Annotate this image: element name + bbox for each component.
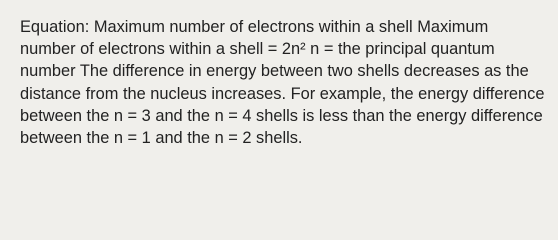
paragraph-text: Equation: Maximum number of electrons within a shell Maximum number of electrons within a shell = 2n² n = the principal quantum number The difference in energy between two shells decreases as the distance from the nucleus increases. For example, the energy difference between the n = 3 and the n = 4 shells is less than the energy difference between the n = 1 and the n = 2 shells. (20, 18, 545, 148)
